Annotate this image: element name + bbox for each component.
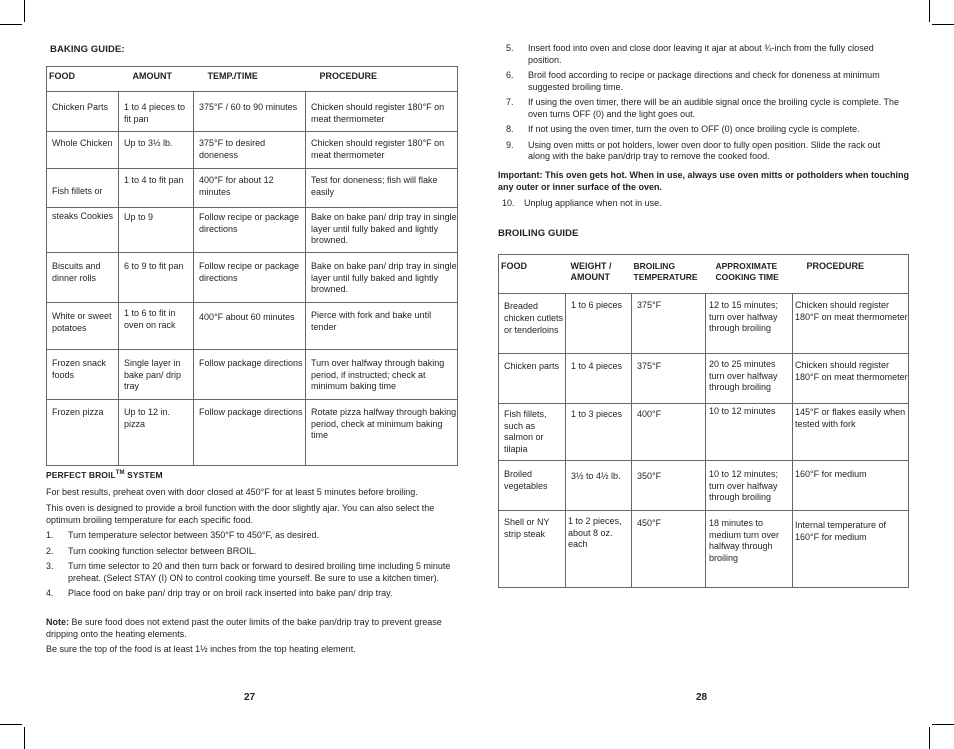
cell-procedure: Turn over halfway through baking period, if instructed; check at minimum baking time [306,350,458,400]
cell-food: Broiled vegetables [499,461,566,511]
crop-mark [932,24,954,25]
cell-temp-time: Follow package directions [194,400,306,466]
cell-food: Breaded chicken cutlets or tenderloins [499,294,566,354]
table-row [499,294,909,354]
cell-temperature: 350°F [632,461,706,511]
cell-temperature: 375°F [632,294,706,354]
list-item [46,546,458,558]
note-label: Note: [46,617,69,627]
step-number: 4. [46,588,54,598]
cell-temp-time: Follow recipe or package directions [194,253,306,303]
cell-amount: Single layer in bake pan/ drip tray [119,350,194,400]
cell-procedure: Chicken should register 180°F on meat thermometer [306,92,458,132]
page-number: 28 [696,692,708,703]
table-row [499,404,909,461]
cell-amount: Up to 9 [119,208,194,253]
cell-weight: 1 to 3 pieces [566,404,632,461]
page-number: 27 [244,692,256,703]
crop-mark [929,727,930,749]
cell-cooking-time: 18 minutes to medium turn over halfway through broiling [706,511,793,588]
table-row [47,169,458,208]
broil-steps-list [46,530,458,604]
cell-cooking-time: 12 to 15 minutes; turn over halfway through broiling [706,294,793,354]
crop-mark [0,724,22,725]
list-item [498,124,910,136]
note-paragraph [46,617,458,640]
cell-amount: Up to 3½ lb. [119,132,194,169]
table-row [47,400,458,466]
table-row [499,461,909,511]
crop-mark [932,724,954,725]
table-row [47,253,458,303]
broil-steps-continued [498,43,910,167]
cell-amount: 1 to 4 to fit pan [119,169,194,208]
cell-temp-time: 375°F to desired doneness [194,132,306,169]
step-number: 10. [502,198,515,208]
cell-food: White or sweet potatoes [47,303,119,350]
paragraph-top-distance: Be sure the top of the food is at least 1½ inches from the top heating element. [46,644,356,654]
step-text: If not using the oven timer, turn the oven to OFF (0) once broiling cycle is complete. [528,124,860,134]
step-text: Turn time selector to 20 and then turn back or forward to desired broiling time including 5 minute preheat. (Select STAY (I) ON to control cooking time yourself. Be sure to use a kitchen timer). [68,561,451,583]
cell-procedure: Chicken should register 180°F on meat thermometer [793,294,909,354]
list-item [498,198,910,210]
step-number: 3. [46,561,54,571]
cell-food: Whole Chicken [47,132,119,169]
header-temp-time: TEMP./TIME [194,67,306,92]
perfect-broil-title-a: PERFECT BROIL [46,470,116,480]
perfect-broil-title-b: SYSTEM [124,470,163,480]
crop-mark [0,24,22,25]
cell-food: Frozen snack foods [47,350,119,400]
broiling-guide-table [498,254,909,588]
cell-procedure: Internal temperature of 160°F for medium [795,520,887,542]
cell-cooking-time: 10 to 12 minutes; turn over halfway through broiling [706,461,793,511]
cell-amount: 1 to 4 pieces to fit pan [119,92,194,132]
cell-temp-time: 400°F for about 12 minutes [194,169,306,208]
table-row [47,208,458,253]
table-row [499,354,909,404]
step-number: 2. [46,545,54,556]
cell-temperature: 375°F [632,354,706,404]
cell-weight: 1 to 4 pieces [566,354,632,404]
header-procedure: PROCEDURE [793,255,909,294]
header-weight: WEIGHT / AMOUNT [566,255,632,294]
table-row [499,511,909,588]
step-text: Unplug appliance when not in use. [524,198,662,208]
cell-procedure: Bake on bake pan/ drip tray in single layer until fully baked and lightly browned. [306,208,458,253]
table-header-row [499,255,909,294]
list-item [498,140,910,163]
cell-temp-time: 400°F about 60 minutes [194,303,306,350]
cell-food: Chicken Parts [47,92,119,132]
broiling-guide-title: BROILING GUIDE [498,228,579,239]
header-food: FOOD [47,67,119,92]
baking-guide-title: BAKING GUIDE: [50,44,125,55]
table-row [47,132,458,169]
list-item [498,97,910,120]
table-row [47,92,458,132]
baking-guide-table [46,66,458,466]
cell-food: Shell or NY strip steak [499,511,566,588]
step-text: Using oven mitts or pot holders, lower oven door to fully open position. Slide the rack out along with the bake pan/drip tray to remove the cooked food. [528,139,881,161]
cell-procedure: Bake on bake pan/ drip tray in single layer until fully baked and lightly browned. [306,253,458,303]
header-broiling-temperature: BROILING TEMPERATURE [632,255,706,294]
perfect-broil-title [46,470,163,480]
cell-food: steaks Cookies [47,208,119,253]
cell-food: Chicken parts [499,354,566,404]
note-text: Be sure food does not extend past the outer limits of the bake pan/drip tray to prevent grease dripping onto the heating elements. [46,617,442,639]
header-procedure: PROCEDURE [306,67,458,92]
cell-temp-time: 375°F / 60 to 90 minutes [194,92,306,132]
cell-food: Fish fillets or [47,169,119,208]
table-header-row [47,67,458,92]
cell-amount: 6 to 9 to fit pan [119,253,194,303]
step-text: Place food on bake pan/ drip tray or on broil rack inserted into bake pan/ drip tray. [68,588,393,598]
step-text: Broil food according to recipe or package directions and check for doneness at minimum suggested broiling time. [528,70,880,92]
step-text: If using the oven timer, there will be an audible signal once the broiling cycle is complete. The oven turns OFF (0) and the light goes out. [528,97,900,119]
step-number: 9. [506,139,514,150]
list-item [46,530,458,542]
cell-weight: 1 to 6 pieces [566,294,632,354]
paragraph-preheat: For best results, preheat oven with door closed at 450°F for at least 5 minutes before broiling. [46,487,418,497]
cell-procedure: Pierce with fork and bake until tender [306,303,458,350]
cell-temp-time: Follow recipe or package directions [194,208,306,253]
list-item [46,561,458,584]
cell-food: Frozen pizza [47,400,119,466]
list-item [498,43,910,66]
cell-procedure: 160°F for medium [793,461,909,511]
step-number: 1. [46,530,54,540]
step-text: Insert food into oven and close door leaving it ajar at about ¾-inch from the fully closed position. [528,43,874,65]
table-row [47,350,458,400]
list-item [46,588,458,600]
trademark-mark: TM [115,470,125,477]
header-amount: AMOUNT [119,67,194,92]
cell-food: Fish fillets, such as salmon or tilapia [499,404,566,461]
step-text: Turn temperature selector between 350°F to 450°F, as desired. [68,530,319,540]
cell-cooking-time: 20 to 25 minutes turn over halfway through broiling [706,354,793,404]
cell-food: Biscuits and dinner rolls [47,253,119,303]
header-food: FOOD [499,255,566,294]
list-item [498,70,910,93]
cell-temperature: 400°F [632,404,706,461]
crop-mark [929,0,930,22]
header-cooking-time: APPROXIMATE COOKING TIME [706,255,793,294]
cell-procedure: Rotate pizza halfway through baking period, check at minimum baking time [311,407,457,440]
paragraph-broil-function: This oven is designed to provide a broil function with the door slightly ajar. You can also select the optimum broiling temperature for each specific food. [46,503,435,525]
step-10 [498,198,910,214]
crop-mark [24,727,25,749]
cell-procedure: Test for doneness; fish will flake easily [306,169,458,208]
cell-temperature: 450°F [632,511,706,588]
step-number: 8. [506,124,514,134]
cell-cooking-time: 10 to 12 minutes [706,404,793,461]
cell-amount: 1 to 6 to fit in oven on rack [119,303,194,350]
cell-procedure: 145°F or flakes easily when tested with fork [793,404,909,461]
cell-procedure: Chicken should register 180°F on meat thermometer [306,132,458,169]
important-warning: Important: This oven gets hot. When in use, always use oven mitts or potholders when touching any outer or inner surface of the oven. [498,170,910,192]
step-number: 6. [506,70,514,80]
step-number: 7. [506,97,514,107]
cell-procedure: Chicken should register 180°F on meat thermometer [793,354,909,404]
table-row [47,303,458,350]
crop-mark [24,0,25,22]
cell-weight: 1 to 2 pieces, about 8 oz. each [566,511,632,588]
cell-amount: Up to 12 in. pizza [119,400,194,466]
cell-temp-time: Follow package directions [194,350,306,400]
step-text: Turn cooking function selector between BROIL. [68,545,257,556]
step-number: 5. [506,43,514,53]
cell-weight: 3½ to 4½ lb. [566,461,632,511]
